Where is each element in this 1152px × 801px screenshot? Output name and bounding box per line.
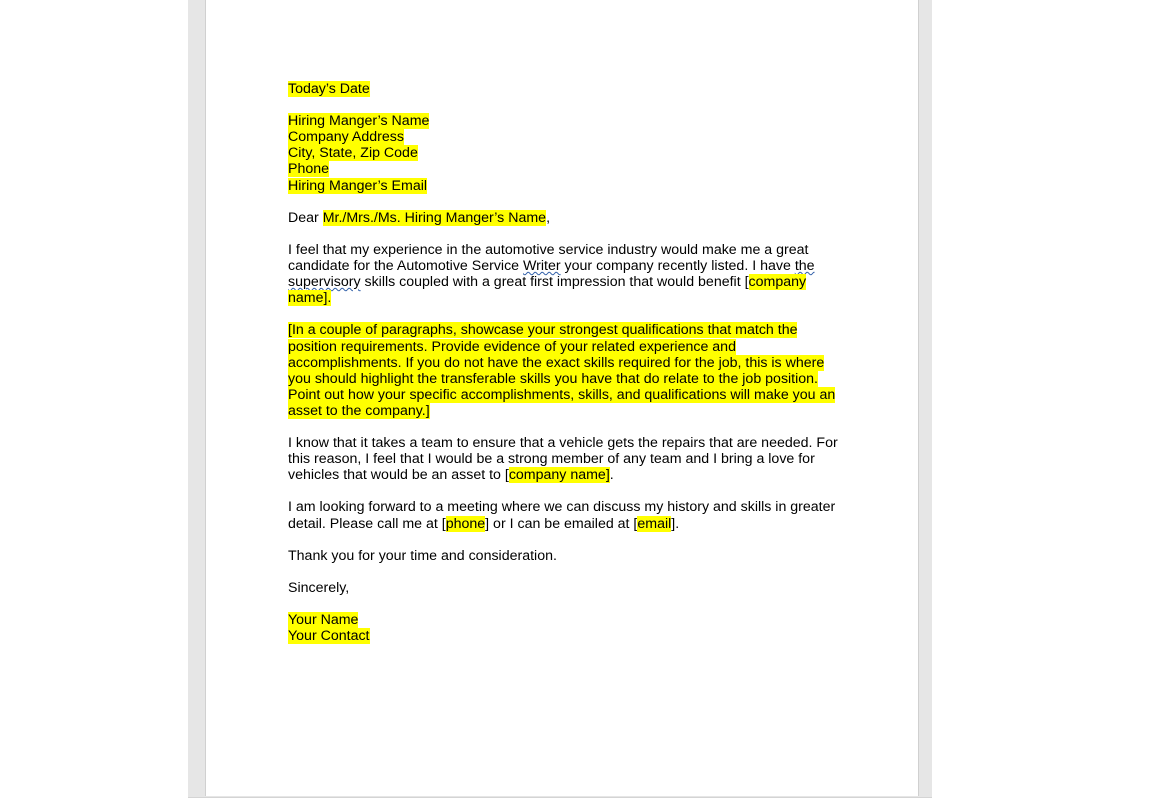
letter-body[interactable] xyxy=(288,81,838,660)
grammar-flag-the[interactable]: the xyxy=(794,258,815,275)
placeholder-line: accomplishments. If you do not have the exact skills required for the job, this is where xyxy=(288,354,825,371)
placeholder-line: asset to the company.] xyxy=(288,402,430,419)
meeting-text: ] or I can be emailed at [ xyxy=(485,515,638,532)
team-line: this reason, I feel that I would be a strong member of any team and I bring a love for xyxy=(288,451,815,468)
team-text: . xyxy=(609,467,614,484)
date-block xyxy=(288,81,838,97)
signoff-line: Sincerely, xyxy=(288,579,350,596)
meeting-text: detail. Please call me at [ xyxy=(288,515,446,532)
placeholder-line: you should highlight the transferable skills you have that do relate to the job position. xyxy=(288,370,819,387)
placeholder-line: position requirements. Provide evidence of your related experience and xyxy=(288,338,736,355)
company-name-placeholder: name]. xyxy=(288,290,332,307)
grammar-flag-supervisory[interactable]: supervisory xyxy=(288,274,361,291)
grammar-flag-writer[interactable]: Writer xyxy=(523,258,561,275)
salutation xyxy=(288,210,838,226)
team-line: I know that it takes a team to ensure that a vehicle gets the repairs that are needed. For xyxy=(288,435,838,452)
company-name-placeholder: company xyxy=(748,274,807,291)
intro-paragraph xyxy=(288,242,838,306)
intro-text: skills coupled with a great first impression that would benefit [ xyxy=(360,274,749,291)
qualifications-placeholder-paragraph xyxy=(288,322,838,419)
intro-text: your company recently listed. I have xyxy=(560,258,795,275)
signoff xyxy=(288,580,838,596)
salutation-suffix: , xyxy=(546,209,551,226)
meeting-text: ]. xyxy=(671,515,680,532)
date-placeholder: Today’s Date xyxy=(288,81,370,97)
recipient-city-state-zip: City, State, Zip Code xyxy=(288,145,418,162)
thanks-line: Thank you for your time and consideration. xyxy=(288,547,557,564)
signature-contact: Your Contact xyxy=(288,628,370,645)
meeting-request-paragraph xyxy=(288,499,838,531)
phone-placeholder: phone xyxy=(445,515,486,532)
company-name-placeholder: company name] xyxy=(508,467,610,484)
placeholder-line: Point out how your specific accomplishments, skills, and qualifications will make you an xyxy=(288,386,836,403)
email-placeholder: email xyxy=(637,515,672,532)
salutation-name: Mr./Mrs./Ms. Hiring Manger’s Name xyxy=(322,209,547,226)
thanks-paragraph xyxy=(288,548,838,564)
signature-name: Your Name xyxy=(288,612,359,629)
recipient-name: Hiring Manger’s Name xyxy=(288,113,430,130)
placeholder-line: [In a couple of paragraphs, showcase your strongest qualifications that match the xyxy=(288,322,798,339)
recipient-phone: Phone xyxy=(288,161,330,178)
team-text: vehicles that would be an asset to [ xyxy=(288,467,509,484)
intro-line: I feel that my experience in the automotive service industry would make me a great xyxy=(288,241,809,258)
recipient-block xyxy=(288,113,838,193)
team-paragraph xyxy=(288,435,838,483)
recipient-address: Company Address xyxy=(288,129,404,146)
salutation-prefix: Dear xyxy=(288,209,323,226)
intro-text: candidate for the Automotive Service xyxy=(288,258,524,275)
meeting-line: I am looking forward to a meeting where we can discuss my history and skills in greater xyxy=(288,499,836,516)
signature-block xyxy=(288,612,838,644)
recipient-email: Hiring Manger’s Email xyxy=(288,177,428,194)
